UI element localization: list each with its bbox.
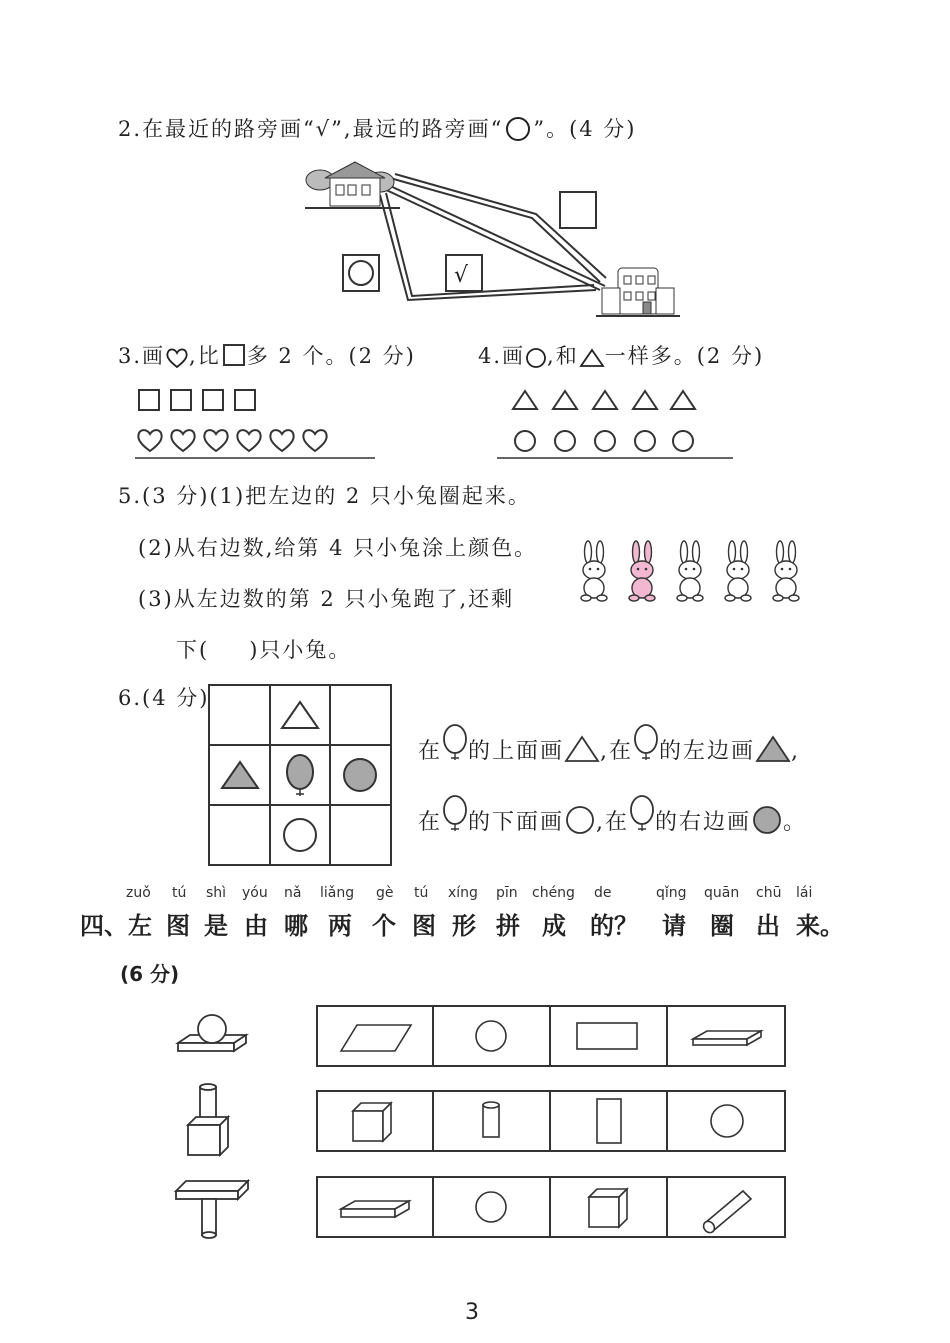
triangle-icon	[564, 734, 600, 770]
rectangle-option[interactable]	[577, 1023, 637, 1049]
balloon-icon	[442, 724, 468, 770]
pinyin: zuǒ	[126, 885, 151, 901]
pinyin: gè	[376, 885, 394, 901]
q5-line4	[176, 634, 351, 664]
rabbit-row	[575, 540, 810, 605]
pinyin: liǎng	[320, 885, 355, 901]
q3-figure	[135, 385, 385, 465]
pinyin: shì	[206, 885, 227, 901]
section4-title-char: 个	[372, 912, 396, 940]
page-number: 3	[465, 1300, 479, 1325]
q5-line1: 5.(3 分)(1)把左边的 2 只小兔圈起来。	[118, 484, 531, 508]
q6-label: 6.(4 分)	[118, 686, 210, 710]
q2-mid: ”,最远的路旁画“	[331, 117, 504, 141]
rabbit-icon-pink	[629, 541, 655, 601]
q6-r1-e: ,	[791, 739, 801, 764]
circle-shape	[284, 819, 316, 851]
sphere-option[interactable]	[476, 1192, 506, 1222]
cylinder-on-cube-figure	[188, 1084, 228, 1155]
sphere-option[interactable]	[476, 1021, 506, 1051]
q6-r1-b: 的上面画	[468, 739, 565, 764]
section4-title-char: 哪	[284, 912, 308, 940]
rabbit-icon	[581, 541, 607, 601]
q5-line3: (3)从左边数的第 2 只小兔跑了,还剩	[138, 587, 515, 611]
pinyin: chéng	[532, 885, 575, 901]
section4-title-char: 形	[452, 912, 476, 940]
section4-title-char: 由	[244, 912, 268, 940]
square-icon	[223, 344, 245, 366]
pinyin: nǎ	[284, 885, 302, 901]
section4-title-char: 左	[128, 912, 152, 940]
rectangle-option[interactable]	[597, 1099, 621, 1143]
filled-circle-shape	[344, 759, 376, 791]
pinyin: tú	[172, 885, 187, 901]
cube-option[interactable]	[589, 1189, 627, 1227]
rabbit-icon	[773, 541, 799, 601]
slab-option[interactable]	[341, 1201, 409, 1217]
q2-text	[118, 113, 637, 147]
q3-part-a: 3.画	[118, 344, 166, 368]
pinyin: qǐng	[656, 885, 687, 901]
balloon-icon	[629, 795, 655, 841]
svg-text:√: √	[454, 263, 469, 288]
heart-icon	[165, 347, 189, 374]
circle-icon	[525, 347, 547, 374]
q5-blank-open: 下(	[176, 638, 210, 662]
rabbit-icon	[677, 541, 703, 601]
q6-r2-b: 的下面画	[468, 810, 565, 835]
q6-r2-a: 在	[418, 810, 443, 835]
q4-part-b: ,和	[547, 344, 579, 368]
section4-title-char: 图	[412, 912, 436, 940]
q6-r1-a: 在	[418, 739, 443, 764]
q6-grid	[208, 684, 394, 868]
q4-figure	[495, 385, 740, 465]
section4-title-char: 拼	[496, 912, 520, 940]
q2-prefix: 2.在最近的路旁画“	[118, 117, 316, 141]
q2-suffix: ”。(4 分)	[533, 117, 637, 141]
rabbit-icon	[725, 541, 751, 601]
balloon-icon	[633, 724, 659, 770]
q6-r2-e: 。	[783, 810, 808, 835]
balloon-icon	[442, 795, 468, 841]
balloon-icon	[287, 755, 313, 796]
section4-title-char: 四、	[80, 912, 128, 940]
section4-title-char: 出	[756, 912, 780, 940]
composite-figures	[170, 1005, 260, 1245]
q2-road-map	[300, 160, 690, 325]
q3-part-b: ,比	[189, 344, 221, 368]
cube-option[interactable]	[353, 1103, 391, 1141]
q4-text	[478, 340, 764, 374]
filled-triangle-shape	[222, 762, 258, 788]
q6-row1	[418, 724, 800, 770]
cylinder-option[interactable]	[483, 1102, 499, 1137]
q5-blank-close: )只小兔。	[249, 638, 352, 662]
section4-title-char: 图	[166, 912, 190, 940]
pinyin: quān	[704, 885, 740, 901]
q6-r2-d: 的右边画	[655, 810, 752, 835]
answer-box-circle	[343, 255, 379, 291]
pinyin: lái	[796, 885, 813, 901]
q6-r1-d: 的左边画	[659, 739, 756, 764]
circle-icon	[564, 805, 596, 841]
section4-title-char: 来。	[796, 912, 844, 940]
pinyin: tú	[414, 885, 429, 901]
q6-r1-c: ,在	[600, 739, 634, 764]
slab-on-cylinder-figure	[176, 1181, 248, 1238]
cylinder-lying-option[interactable]	[701, 1191, 751, 1235]
answer-box-top	[560, 192, 596, 228]
q2-check-mark: √	[315, 117, 332, 141]
pinyin: yóu	[242, 885, 268, 901]
pinyin: xíng	[448, 885, 478, 901]
section4-title-char: 成	[542, 912, 566, 940]
section4-score: (6 分)	[120, 962, 180, 986]
section4-title-char: 的？	[590, 912, 638, 940]
q3-text	[118, 340, 416, 374]
q6-row2	[418, 795, 807, 841]
pinyin: chū	[756, 885, 782, 901]
answer-box-check	[446, 255, 482, 291]
q3-part-c: 多 2 个。(2 分)	[246, 344, 416, 368]
section4-title-char: 是	[204, 912, 228, 940]
triangle-shape	[282, 702, 318, 728]
sphere-on-slab-figure	[178, 1015, 246, 1051]
triangle-icon	[579, 347, 605, 374]
pinyin: pīn	[496, 885, 518, 901]
parallelogram-option[interactable]	[341, 1025, 411, 1051]
slab-option[interactable]	[693, 1031, 761, 1045]
section4-title-char: 圈	[710, 912, 734, 940]
section4-title-char: 请	[662, 912, 686, 940]
filled-triangle-icon	[755, 734, 791, 770]
filled-circle-icon	[751, 805, 783, 841]
pinyin: de	[594, 885, 612, 901]
sphere-option[interactable]	[711, 1105, 743, 1137]
cottage-icon	[305, 162, 400, 208]
circle-icon	[503, 116, 533, 147]
q4-part-c: 一样多。(2 分)	[604, 344, 765, 368]
q6-r2-c: ,在	[596, 810, 630, 835]
q4-part-a: 4.画	[478, 344, 526, 368]
q5-line2: (2)从右边数,给第 4 只小兔涂上颜色。	[138, 536, 538, 560]
section4-title-char: 两	[328, 912, 352, 940]
option-tables	[315, 1005, 787, 1240]
school-icon	[596, 268, 680, 316]
